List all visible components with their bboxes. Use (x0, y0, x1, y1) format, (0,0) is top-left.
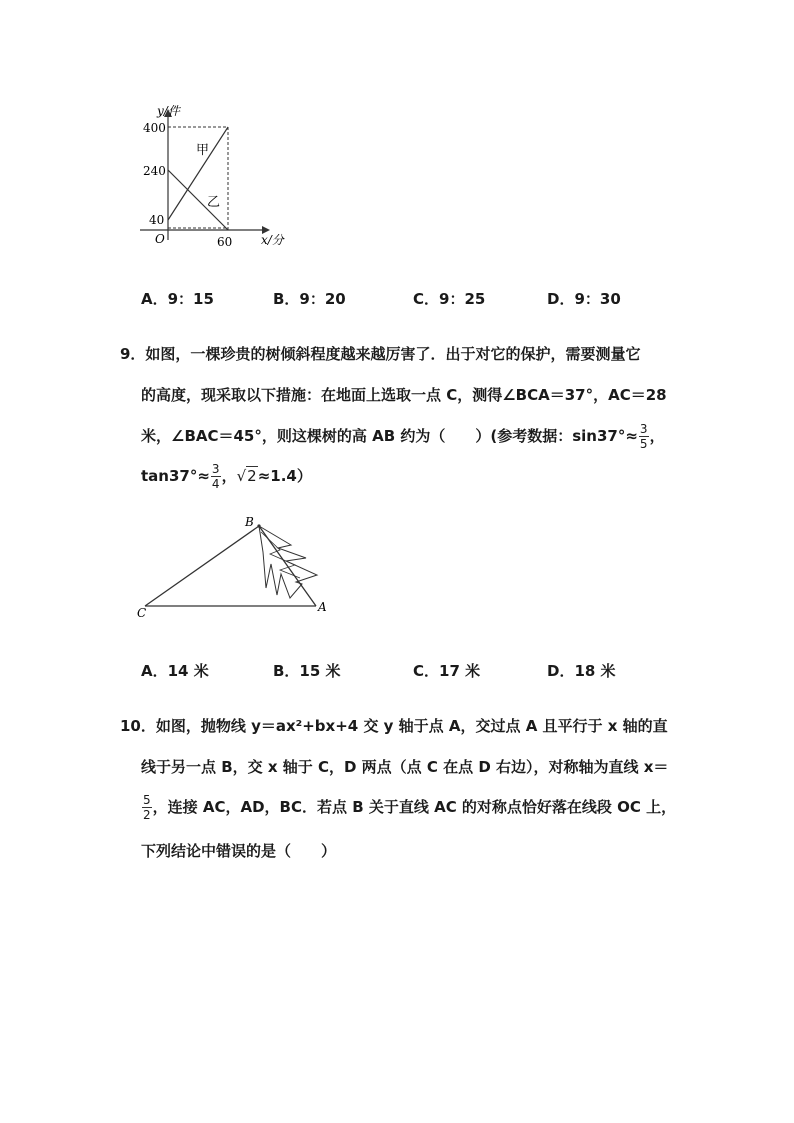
q10-fraction-den: 2 (143, 808, 151, 822)
y-tick-240: 240 (143, 164, 166, 178)
q9-option-d: D．18 米 (547, 662, 616, 680)
q9-line-4-end: ≈1.4） (257, 467, 312, 485)
q10-line-3-text: ，连接 AC，AD，BC．若点 B 关于直线 AC 的对称点恰好落在线段 OC 上， (152, 798, 677, 816)
x-tick-60: 60 (217, 235, 233, 249)
q9-line-3-text: 米，∠BAC＝45°，则这棵树的高 AB 约为（ ）(参考数据：sin37°≈ (141, 427, 638, 445)
q9-line-4-text: tan37°≈ (141, 467, 210, 485)
label-b: B (245, 515, 254, 529)
q8-option-d: D．9：30 (547, 290, 621, 308)
q9-tree-figure (130, 512, 340, 622)
y-tick-40: 40 (149, 213, 165, 227)
q9-fraction-tan-den: 4 (211, 477, 220, 491)
q9-fraction-sin (639, 423, 649, 450)
segment-cb (145, 526, 259, 606)
q10-fraction-num: 5 (143, 793, 151, 807)
y-tick-400: 400 (143, 121, 166, 135)
q8-graph (135, 100, 295, 250)
q9-fraction-sin-den: 5 (639, 437, 648, 451)
q10-line-4: 下列结论中错误的是（ ） (141, 842, 337, 860)
q9-option-c: C．17 米 (413, 662, 481, 680)
q10-fraction (142, 794, 152, 821)
x-axis-label: x/分 (261, 233, 284, 247)
q8-option-a: A．9：15 (141, 290, 214, 308)
label-c: C (137, 606, 147, 620)
label-jia: 甲 (196, 143, 210, 158)
label-yi: 乙 (207, 195, 221, 210)
q9-option-a: A．14 米 (141, 662, 209, 680)
q9-line-1: 9．如图，一棵珍贵的树倾斜程度越来越厉害了．出于对它的保护，需要测量它 (120, 345, 641, 363)
q10-line-1: 10．如图，抛物线 y＝ax²+bx+4 交 y 轴于点 A，交过点 A 且平行于 x 轴的直 (120, 717, 668, 735)
q9-line-4-sep: ， (221, 467, 237, 485)
q8-option-c: C．9：25 (413, 290, 486, 308)
q9-sqrt: √2 (236, 467, 257, 485)
q9-line-4 (141, 463, 312, 490)
q10-line-2: 线于另一点 B，交 x 轴于 C，D 两点（点 C 在点 D 右边），对称轴为直线 x＝ (141, 758, 669, 776)
q9-line-3 (141, 423, 665, 450)
label-a: A (318, 600, 327, 614)
point-b (257, 524, 260, 527)
q9-option-b: B．15 米 (273, 662, 341, 680)
q9-fraction-tan (211, 463, 221, 490)
q8-option-b: B．9：20 (273, 290, 346, 308)
y-axis-label: y/件 (157, 104, 180, 118)
q9-line-2: 的高度，现采取以下措施：在地面上选取一点 C，测得∠BCA＝37°，AC＝28 (141, 386, 667, 404)
q9-sqrt-radicand: 2 (247, 467, 257, 485)
q9-fraction-tan-num: 3 (211, 462, 220, 476)
q9-fraction-sin-num: 3 (639, 422, 648, 436)
origin-label: O (155, 232, 165, 246)
q9-line-3-end: ， (649, 427, 665, 445)
q10-line-3 (141, 794, 676, 821)
